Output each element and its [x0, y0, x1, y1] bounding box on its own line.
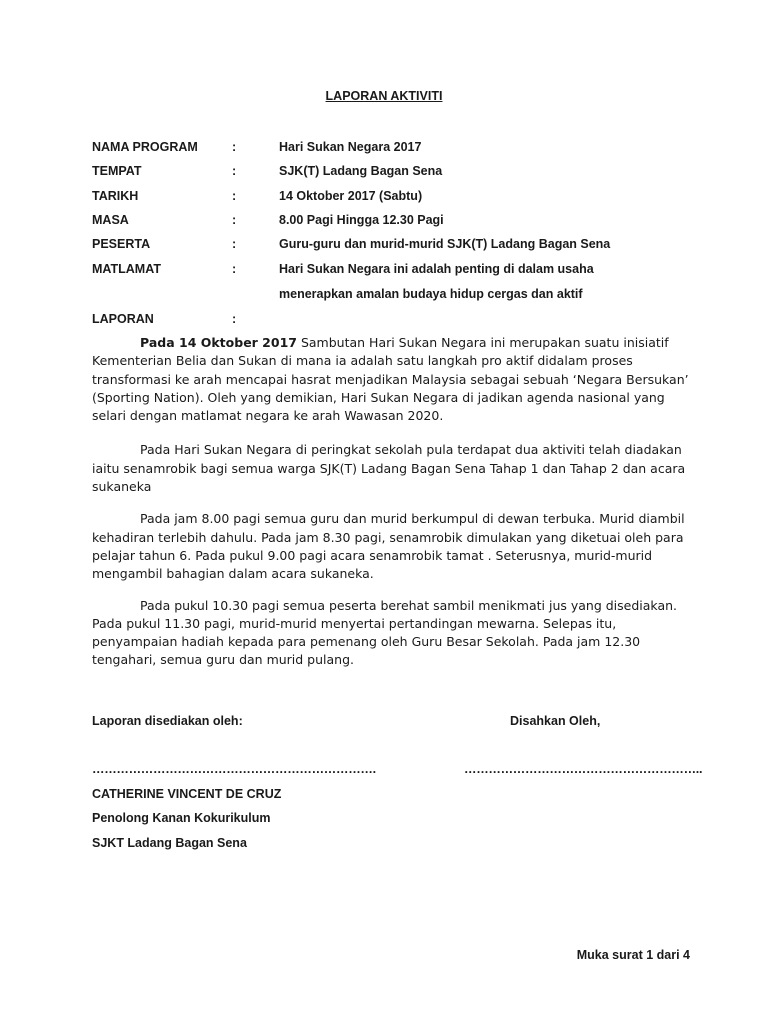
report-title: LAPORAN AKTIVITI	[325, 89, 443, 103]
prepared-by-signature-line: …………………………………………………………….	[92, 762, 376, 776]
field-value: menerapkan amalan budaya hidup cergas dan aktif	[279, 287, 583, 301]
field-colon: :	[232, 213, 237, 227]
field-colon: :	[232, 140, 237, 154]
paragraph-3: Pada jam 8.00 pagi semua guru dan murid berkumpul di dewan terbuka. Murid diambil kehadiran terlebih dahulu. Pada jam 8.30 pagi, senamrobik dimulakan yang diketuai oleh para pelajar tahun 6. Pada pukul 9.00 pagi acara senamrobik tamat . Seterusnya, murid-murid mengambil bahagian dalam acara sukaneka.	[92, 511, 685, 582]
preparer-position: Penolong Kanan Kokurikulum	[92, 811, 271, 825]
field-colon: :	[232, 164, 237, 178]
report-body	[92, 334, 692, 670]
paragraph-2: Pada Hari Sukan Negara di peringkat sekolah pula terdapat dua aktiviti telah diadakan iaitu senamrobik bagi semua warga SJK(T) Ladang Bagan Sena Tahap 1 dan Tahap 2 dan acara sukaneka	[92, 442, 686, 495]
field-label: TARIKH	[92, 189, 139, 203]
prepared-by-label: Laporan disediakan oleh:	[92, 714, 243, 728]
field-label: LAPORAN	[92, 312, 154, 326]
approved-by-signature-line: …………………………………………………..	[464, 762, 703, 776]
field-value: Hari Sukan Negara ini adalah penting di dalam usaha	[279, 262, 594, 276]
field-label: NAMA PROGRAM	[92, 140, 198, 154]
paragraph-1-text: Sambutan Hari Sukan Negara ini merupakan suatu inisiatif Kementerian Belia dan Sukan di mana ia adalah satu langkah pro aktif didalam proses transformasi ke arah mencapai hasrat menjadikan Malaysia sebagai sebuah ‘Negara Bersukan’ (Sporting Nation). Oleh yang demikian, Hari Sukan Negara di jadikan agenda nasional yang selari dengan matlamat negara ke arah Wawasan 2020.	[92, 335, 689, 424]
field-value: 14 Oktober 2017 (Sabtu)	[279, 189, 423, 203]
paragraph-1	[92, 334, 692, 425]
field-value: 8.00 Pagi Hingga 12.30 Pagi	[279, 213, 444, 227]
field-colon: :	[232, 262, 237, 276]
field-colon: :	[232, 312, 237, 326]
field-colon: :	[232, 189, 237, 203]
field-value: Guru-guru dan murid-murid SJK(T) Ladang Bagan Sena	[279, 237, 611, 251]
page-number: Muka surat 1 dari 4	[576, 948, 690, 962]
field-label: PESERTA	[92, 237, 151, 251]
field-colon: :	[232, 237, 237, 251]
field-value: SJK(T) Ladang Bagan Sena	[279, 164, 443, 178]
paragraph-4: Pada pukul 10.30 pagi semua peserta berehat sambil menikmati jus yang disediakan. Pada pukul 11.30 pagi, murid-murid menyertai pertandingan mewarna. Selepas itu, penyampaian hadiah kepada para pemenang oleh Guru Besar Sekolah. Pada jam 12.30 tengahari, semua guru dan murid pulang.	[92, 597, 677, 668]
field-label: MATLAMAT	[92, 262, 161, 276]
field-value: Hari Sukan Negara 2017	[279, 140, 422, 154]
field-label: TEMPAT	[92, 164, 142, 178]
field-label: MASA	[92, 213, 129, 227]
approved-by-label: Disahkan Oleh,	[510, 714, 601, 728]
paragraph-1-date: Pada 14 Oktober 2017	[140, 335, 297, 350]
preparer-school: SJKT Ladang Bagan Sena	[92, 836, 247, 850]
preparer-name: CATHERINE VINCENT DE CRUZ	[92, 787, 282, 801]
